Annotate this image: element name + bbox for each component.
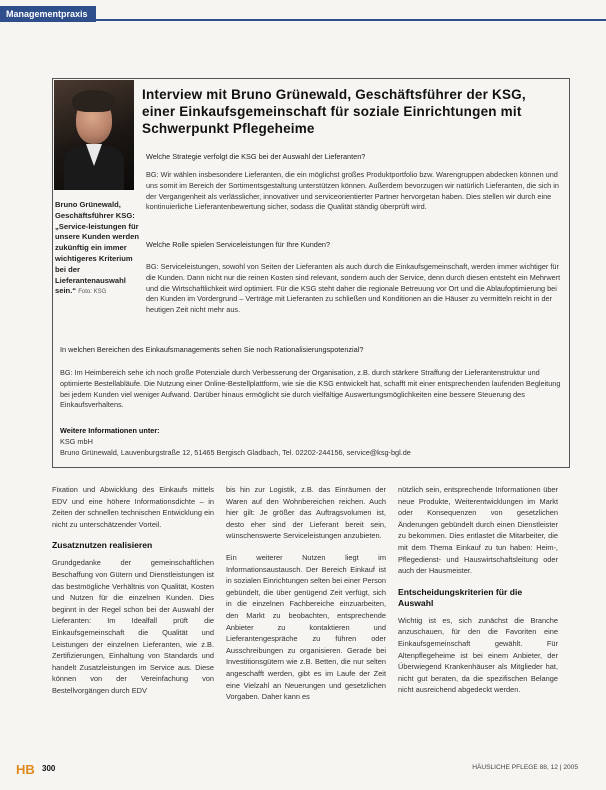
info-org: KSG mbH xyxy=(60,437,93,446)
magazine-logo: HB xyxy=(16,762,35,777)
answer-3: BG: Im Heimbereich sehe ich noch große Potenziale durch Verbesserung der Organisation, z.B. durch stärkere Straffung der Lieferantenstruktur und optimierte Bestellabläufe. Die Nutzung einer Online-Bestellplattform, wie sie die KSG entwickelt hat, schafft mit einer entsprechenden laufenden Begleitung bei jedem Kunden viel weniger Aufwand. Darüber hinaus ermöglicht sie durch vielfältige Auswertungsmöglichkeiten eine bessere Steuerung des Einkaufsverhaltens. xyxy=(60,368,561,410)
photo-caption xyxy=(55,200,139,298)
body-column-2 xyxy=(226,484,386,703)
portrait-photo xyxy=(54,80,134,190)
photo-credit: Foto: KSG xyxy=(78,289,107,296)
section-label: Managementpraxis xyxy=(0,6,96,22)
col3-paragraph-1: nützlich sein, entsprechende Informationen über neue Produkte, Weiterentwicklungen im Markt oder Konsequenzen von gesetzlichen Änderungen gebündelt durch einen Dienstleister zu bekommen. Dies entlastet die Mitarbeiter, die mit dem Thema Einkauf zu tun haben: Heim-, Pflegedienst- und Hauswirtschaftsleitung oder auch der Hausmeister. xyxy=(398,485,558,576)
col2-paragraph-2: Ein weiterer Nutzen liegt im Informationsaustausch. Der Bereich Einkauf ist in sozialen Einrichtungen selten bei einer Person gebündelt, die über genügend Zeit verfügt, sich in die einzelnen Fachbereiche einzuarbeiten, den Markt zu beobachten, entsprechende Anbieter zu kontaktieren und Lieferantengespräche zu führen oder Ausschreibungen zu organisieren. Gerade bei Investitionsgütern wie z.B. Betten, die nur selten angeschafft werden, gibt es im Laufe der Zeit eine Vielzahl an Neuerungen und gesetzlichen Vorgaben. Daher kann es xyxy=(226,552,386,702)
issue-info: HÄUSLICHE PFLEGE 88, 12 | 2005 xyxy=(472,764,578,771)
col3-paragraph-2: Wichtig ist es, sich zunächst die Branche anzuschauen, für den die Favoriten eine Einkaufsgemeinschaft gewählt. Für Altenpflegeheime ist bei einem Anbieter, der Überwiegend Krankenhäuser als Mitglieder hat, nicht gut beraten, da die spezifischen Belange nicht ausreichend abgedeckt werden. xyxy=(398,615,558,695)
body-column-3 xyxy=(398,484,558,696)
interview-headline: Interview mit Bruno Grünewald, Geschäftsführer der KSG, einer Einkaufsgemeinschaft für soziale Einrichtungen mit Schwerpunkt Pflegeheime xyxy=(142,87,526,136)
question-3: In welchen Bereichen des Einkaufsmanagements sehen Sie noch Rationalisierungspotenzial? xyxy=(60,345,364,354)
col3-subheading: Entscheidungskriterien für die Auswahl xyxy=(398,586,523,608)
col2-paragraph-1: bis hin zur Logistik, z.B. das Einräumen der Waren auf den Wohnbereichen reichen. Auch hier gilt: Je größer das Auftragsvolumen ist, desto eher sind der Lieferant bereit sein, wünschenswerte Serviceleistungen anzubieten. xyxy=(226,485,386,541)
answer-1: BG: Wir wählen insbesondere Lieferanten, die ein möglichst großes Produktportfolio bzw. Warengruppen abdecken können und uns somit im Bereich der Sortimentsgestaltung unterstützen können. Außerdem bevorzugen wir natürlich Lieferanten, die sich in der Vergangenheit als verlässlicher, innovativer und serviceorientierter Partner hervorgetan haben. Dies stellen wir durch eine kontinuierliche Lieferantenbewertung sicher, sodass die Qualität ständig überprüft wird. xyxy=(146,170,559,212)
section-rule xyxy=(0,19,606,21)
body-column-1 xyxy=(52,484,214,697)
question-2: Welche Rolle spielen Serviceleistungen für Ihre Kunden? xyxy=(146,240,331,249)
photo-caption-text: Bruno Grünewald, Geschäftsführer KSG: „Service-leistungen für unsere Kunden werden zukünftig ein immer wichtigeres Kriterium bei der Lieferantenauswahl sein.“ xyxy=(55,200,139,296)
col1-paragraph-1: Fixation und Abwicklung des Einkaufs mittels EDV und eine höhere Informationsdichte – in Zeiten der schnellen technischen Entwicklung ein nicht zu unterschätzender Vorteil. xyxy=(52,485,214,529)
info-title: Weitere Informationen unter: xyxy=(60,426,160,435)
col1-paragraph-2: Grundgedanke der gemeinschaftlichen Beschaffung von Gütern und Dienstleistungen ist das bestmögliche Verhältnis von Qualität, Kosten und Nutzen für die einzelnen Kunden. Dies beginnt in der Regel schon bei der Auswahl der Lieferanten: Im Idealfall prüft die Einkaufsgemeinschaft die Qualität und Leistungen der einzelnen Lieferanten, wie z.B. Zertifizierungen, Einhaltung von Standards und handelt Zusatzleistungen im Service aus. Diese können von der Vereinfachung von Bestellvorgängen durch EDV xyxy=(52,558,214,695)
question-1: Welche Strategie verfolgt die KSG bei der Auswahl der Lieferanten? xyxy=(146,152,366,161)
answer-2: BG: Serviceleistungen, sowohl von Seiten der Lieferanten als auch durch die Einkaufsgemeinschaft, werden immer wichtiger für die Kunden. Dann nicht nur die reinen Kosten sind relevant, sondern auch der Service, denn durch diesen entsteht ein Mehrwert und die Wirtschaftlichkeit wird optimiert. Für die KSG steht daher die regionale Betreuung vor Ort und die Ablaufoptimierung bei den Kunden im Vordergrund – Verträge mit Lieferanten zu schließen und Konditionen an die Häuser zu vermitteln reicht in der heutigen Zeit nicht mehr aus. xyxy=(146,262,561,315)
info-contact: Bruno Grünewald, Lauvenburgstraße 12, 51465 Bergisch Gladbach, Tel. 02202-244156, service@ksg-bgl.de xyxy=(60,448,411,457)
page-number: 300 xyxy=(42,764,56,773)
col1-subheading: Zusatznutzen realisieren xyxy=(52,540,153,551)
